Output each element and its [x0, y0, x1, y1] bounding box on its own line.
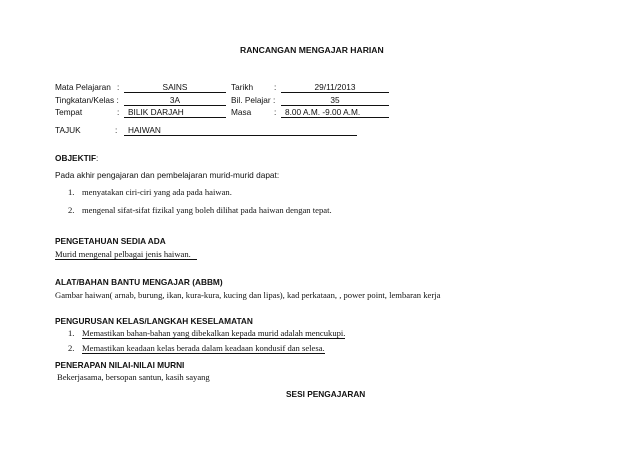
topic-colon: : — [115, 125, 118, 135]
objective-colon: : — [96, 153, 99, 163]
place-label: Tempat — [55, 107, 83, 117]
topic-label: TAJUK — [55, 125, 81, 135]
time-value: 8.00 A.M. -9.00 A.M. — [281, 107, 389, 118]
materials-heading: ALAT/BAHAN BANTU MENGAJAR (ABBM) — [55, 277, 223, 287]
place-colon: : — [117, 107, 120, 117]
objective-heading: OBJEKTIF — [55, 153, 97, 163]
objective-item-1-number: 1. — [68, 187, 75, 197]
time-colon: : — [274, 107, 277, 117]
objective-intro: Pada akhir pengajaran dan pembelajaran murid-murid dapat: — [55, 170, 280, 180]
values-heading: PENERAPAN NILAI-NILAI MURNI — [55, 360, 185, 370]
values-text: Bekerjasama, bersopan santun, kasih sayang — [57, 372, 210, 382]
session-heading: SESI PENGAJARAN — [286, 389, 366, 399]
page-title: RANCANGAN MENGAJAR HARIAN — [240, 45, 384, 55]
subject-colon: : — [117, 82, 120, 92]
objective-item-2-number: 2. — [68, 205, 75, 215]
prior-knowledge-text: Murid mengenal pelbagai jenis haiwan. — [55, 249, 197, 260]
time-label: Masa — [231, 107, 252, 117]
class-value: 3A — [124, 95, 226, 106]
date-colon: : — [274, 82, 277, 92]
place-value: BILIK DARJAH — [124, 107, 226, 118]
prior-knowledge-heading: PENGETAHUAN SEDIA ADA — [55, 236, 166, 246]
objective-heading-line — [55, 153, 98, 163]
safety-heading: PENGURUSAN KELAS/LANGKAH KESELAMATAN — [55, 316, 253, 326]
students-label: Bil. Pelajar : — [231, 95, 276, 105]
topic-value: HAIWAN — [124, 125, 357, 136]
students-value: 35 — [281, 95, 389, 106]
safety-item-1-number: 1. — [68, 328, 75, 338]
class-label: Tingkatan/Kelas : — [55, 95, 119, 105]
materials-text: Gambar haiwan( arnab, burung, ikan, kura-kura, kucing dan lipas), kad perkataan, , power point, lembaran kerja — [55, 290, 441, 300]
subject-value: SAINS — [124, 82, 226, 93]
date-label: Tarikh — [231, 82, 254, 92]
safety-item-2: Memastikan keadaan kelas berada dalam keadaan kondusif dan selesa. — [82, 343, 325, 353]
subject-label: Mata Pelajaran — [55, 82, 111, 92]
safety-item-1: Memastikan bahan-bahan yang dibekalkan kepada murid adalah mencukupi. — [82, 328, 346, 338]
safety-item-2-number: 2. — [68, 343, 75, 353]
date-value: 29/11/2013 — [281, 82, 389, 93]
objective-item-1: menyatakan ciri-ciri yang ada pada haiwan. — [82, 187, 232, 197]
objective-item-2: mengenal sifat-sifat fizikal yang boleh dilihat pada haiwan dengan tepat. — [82, 205, 332, 215]
